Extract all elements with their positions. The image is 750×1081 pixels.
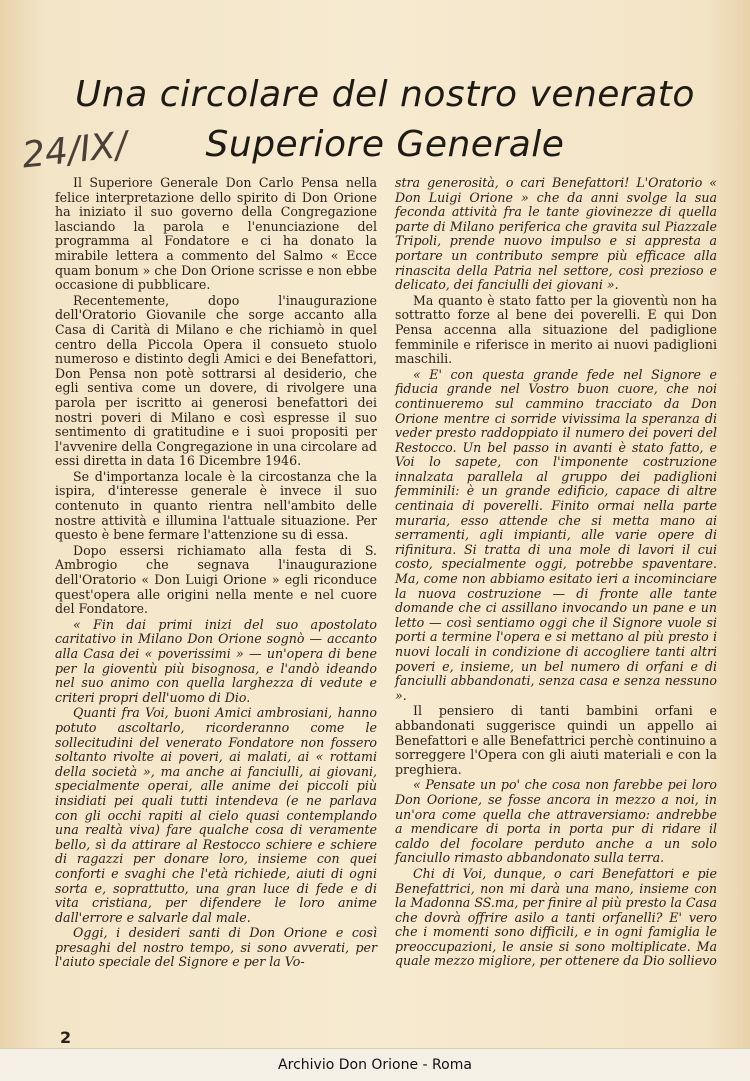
handwritten-note: 24/IX/ — [20, 124, 130, 177]
paragraph: Se d'importanza locale è la circostanza che la ispira, d'interesse generale è invece il suo contenuto in quanto rientra nell'ambito delle nostre attività e illumina l'attuale situazione. Per questo è bene fermare l'attenzione su di essa. — [55, 468, 377, 543]
article-title-line-2: Superiore Generale — [205, 124, 565, 165]
quoted-paragraph: Oggi, i desideri santi di Don Orione e così presaghi del nostro tempo, si sono avverati, per l'aiuto speciale del Signore e per la Vo- — [55, 925, 377, 970]
archive-footer — [0, 1048, 750, 1081]
article-title-line-1: Una circolare del nostro venerato — [75, 74, 695, 115]
paragraph: Dopo essersi richiamato alla festa di S. Ambrogio che segnava l'inaugurazione dell'Oratorio « Don Luigi Orione » egli riconduce quest'opera alle origini nella mente e nel cuore del Fondatore. — [55, 542, 377, 617]
paragraph: Recentemente, dopo l'inaugurazione dell'Oratorio Giovanile che sorge accanto alla Casa di Carità di Milano e che richiamò in quel centro della Piccola Opera il consueto stuolo numeroso e distinto degli Amici e dei Benefattori, Don Pensa non potè sottrarsi al desiderio, che egli sentiva come un dovere, di rivolgere una parola per iscritto ai generosi benefattori dei nostri poveri di Milano e così espresse il suo sentimento di gratitudine e i suoi propositi per l'avvenire della Congregazione in una circolare ad essi diretta in data 16 Dicembre 1946. — [55, 292, 377, 469]
page-number: 2 — [60, 1028, 72, 1047]
right-column — [395, 176, 717, 969]
quoted-paragraph: « Fin dai primi inizi del suo apostolato caritativo in Milano Don Orione sognò — accanto alla Casa dei « poverissimi » — un'opera di bene per la gioventù più bisognosa, e l'andò ideando nel suo animo con quella larghezza di vedute e criteri propri dell'uomo di Dio. — [55, 616, 377, 705]
archive-footer-text: Archivio Don Orione - Roma — [278, 1057, 472, 1073]
paragraph: Il Superiore Generale Don Carlo Pensa nella felice interpretazione dello spirito di Don Orione ha iniziato il suo governo della Congregazione lasciando la parola e l'enunciazione del programma al Fondatore e ci ha donato la mirabile lettera a commento del Salmo « Ecce quam bonum » che Don Orione scrisse e non ebbe occasione di pubblicare. — [55, 175, 377, 293]
quoted-paragraph: Chi di Voi, dunque, o cari Benefattori e pie Benefattrici, non mi darà una mano, insieme con la Madonna SS.ma, per finire al più presto la Casa che dovrà offrire asilo a tanti orfanelli? E' vero che i momenti sono difficili, e in ogni famiglia le preoccupazioni, le ansie si sono moltiplicate. Ma quale mezzo migliore, per ottenere da Dio sollievo — [395, 865, 717, 969]
quoted-paragraph: Quanti fra Voi, buoni Amici ambrosiani, hanno potuto ascoltarlo, ricorderanno come le sollecitudini del venerato Fondatore non fossero soltanto rivolte ai poveri, ai malati, ai « rottami della società », ma anche ai fanciulli, ai giovani, specialmente operai, alle anime dei piccoli più insidiati pei quali tutti intendeva (e ne parlava con gli occhi rapiti al cielo quasi contemplando una realtà viva) fare qualche cosa di veramente bello, sì da attirare al Restocco schiere e schiere di ragazzi per donare loro, insieme con quei conforti e svaghi che l'età richiede, aiuti di ogni sorta e, soprattutto, una gran luce di fede e di vita cristiana, per difendere le loro anime dall'errore e salvarle dal male. — [55, 705, 377, 925]
quoted-paragraph: stra generosità, o cari Benefattori! L'Oratorio « Don Luigi Orione » che da anni svolge la sua feconda attività fra le tante giovinezze di quella parte di Milano periferica che gravita sul Piazzale Tripoli, prende nuovo impulso e si appresta a portare un contributo sempre più efficace alla rinascita della Patria nel settore, così prezioso e delicato, dei fanciulli dei giovani ». — [395, 175, 717, 293]
paragraph: Il pensiero di tanti bambini orfani e abbandonati suggerisce quindi un appello ai Benefattori e alle Benefattrici perchè continuino a sorreggere l'Opera con gli aiuti materiali e con la preghiera. — [395, 703, 717, 777]
quoted-paragraph: « E' con questa grande fede nel Signore e fiducia grande nel Vostro buon cuore, che noi continueremo sul cammino tracciato da Don Orione mentre ci sorride vivissima la speranza di veder presto raddoppiato il numero dei poveri del Restocco. Un bel passo in avanti è stato fatto, e Voi lo sapete, con l'imponente costruzione innalzata parallela al gruppo dei padiglioni femminili: è un grande edificio, capace di altre centinaia di poverelli. Finito ormai nella parte muraria, esso attende che si metta mano ai serramenti, agli impianti, alle varie opere di rifinitura. Si tratta di una mole di lavori il cui costo, specialmente oggi, potrebbe spaventare. Ma, come non abbiamo esitato ieri a incominciare la nuova costruzione — di fronte alle tante domande che ci assillano invocando un pane e un letto — così sentiamo oggi che il Signore vuole si porti a termine l'opera e si mettano al più presto i nuovi locali in condizione di accogliere tanti altri poveri e, insieme, un bel numero di orfani e di fanciulli abbandonati, senza casa e senza nessuno ». — [395, 366, 717, 703]
left-column — [55, 176, 377, 970]
paragraph: Ma quanto è stato fatto per la gioventù non ha sottratto forze al bene dei poverelli. E qui Don Pensa accenna alla situazione del padiglione femminile e riferisce in merito ai nuovi padiglioni maschili. — [395, 292, 717, 367]
quoted-paragraph: « Pensate un po' che cosa non farebbe pei loro Don Oorione, se fosse ancora in mezzo a noi, in un'ora come quella che attraversiamo: andrebbe a mendicare di porta in porta pur di ridare il caldo del focolare perduto anche a un solo fanciullo rimasto abbandonato sulla terra. — [395, 777, 717, 866]
